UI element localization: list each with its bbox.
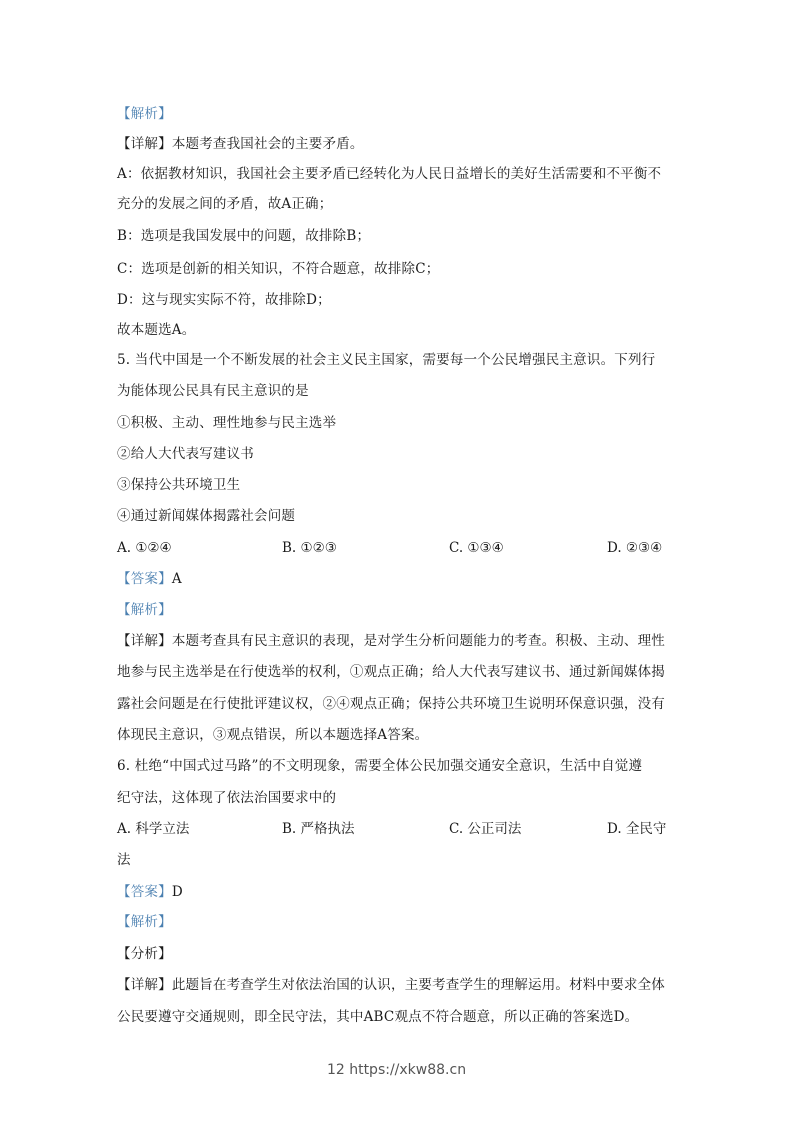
q5-option-d: D. ②③④ [607, 540, 663, 556]
q4-line: D：这与现实实际不符，故排除D； [117, 292, 331, 308]
detail-label: 【详解】 [117, 136, 172, 152]
q6-detail: 【详解】此题旨在考查学生对依法治国的认识，主要考查学生的理解运用。材料中要求全体 [117, 977, 666, 993]
q5-item: ①积极、主动、理性地参与民主选举 [117, 415, 337, 431]
q5-item: ④通过新闻媒体揭露社会问题 [117, 508, 296, 524]
q4-line: 故本题选A。 [117, 322, 196, 338]
answer-label: 【答案】 [117, 571, 172, 587]
q6-detail-line: 公民要遵守交通规则，即全民守法，其中ABC观点不符合题意，所以正确的答案选D。 [117, 1009, 639, 1025]
jiexi-label: 【解析】 [117, 106, 172, 122]
q6-stem: 纪守法，这体现了依法治国要求中的 [117, 790, 337, 806]
q5-item: ③保持公共环境卫生 [117, 477, 241, 493]
q6-option-c: C. 公正司法 [449, 821, 522, 837]
q5-stem: 5. 当代中国是一个不断发展的社会主义民主国家，需要每一个公民增强民主意识。下列行 [117, 352, 656, 368]
q4-line: C：选项是创新的相关知识，不符合题意，故排除C； [117, 261, 440, 277]
q4-line: A：依据教材知识，我国社会主要矛盾已经转化为人民日益增长的美好生活需要和不平衡不 [117, 166, 662, 182]
q5-option-c: C. ①③④ [449, 540, 504, 556]
q5-detail-line: 露社会问题是在行使批评建议权，②④观点正确；保持公共环境卫生说明环保意识强，没有 [117, 696, 665, 712]
q6-option-a: A. 科学立法 [117, 821, 190, 837]
jiexi-label: 【解析】 [117, 914, 172, 930]
q4-line: 充分的发展之间的矛盾，故A正确； [117, 196, 333, 212]
jiexi-label: 【解析】 [117, 602, 172, 618]
q5-option-b: B. ①②③ [282, 540, 337, 556]
q5-detail-line: 地参与民主选举是在行使选举的权利，①观点正确；给人大代表写建议书、通过新闻媒体揭 [117, 664, 665, 680]
analysis-label: 【分析】 [117, 946, 172, 962]
q6-stem: 6. 杜绝“中国式过马路”的不文明现象，需要全体公民加强交通安全意识，生活中自觉遵 [117, 758, 643, 774]
q6-option-b: B. 严格执法 [282, 821, 355, 837]
q4-detail: 【详解】本题考查我国社会的主要矛盾。 [117, 136, 364, 152]
q5-option-a: A. ①②④ [117, 540, 172, 556]
q6-answer: 【答案】D [117, 884, 183, 900]
q5-item: ②给人大代表写建议书 [117, 446, 254, 462]
q5-detail-line: 体现民主意识，③观点错误，所以本题选择A答案。 [117, 727, 429, 743]
q6-option-wrap: 法 [117, 852, 131, 868]
q5-stem: 为能体现公民具有民主意识的是 [117, 383, 309, 399]
q6-option-d: D. 全民守 [607, 821, 667, 837]
q5-detail: 【详解】本题考查具有民主意识的表现，是对学生分析问题能力的考查。积极、主动、理性 [117, 633, 666, 649]
q5-answer: 【答案】A [117, 571, 182, 587]
q4-line: B：选项是我国发展中的问题，故排除B； [117, 228, 371, 244]
detail-label: 【详解】 [117, 633, 172, 649]
detail-label: 【详解】 [117, 977, 172, 993]
answer-label: 【答案】 [117, 884, 172, 900]
page-footer: 12 https://xkw88.cn [326, 1062, 467, 1078]
